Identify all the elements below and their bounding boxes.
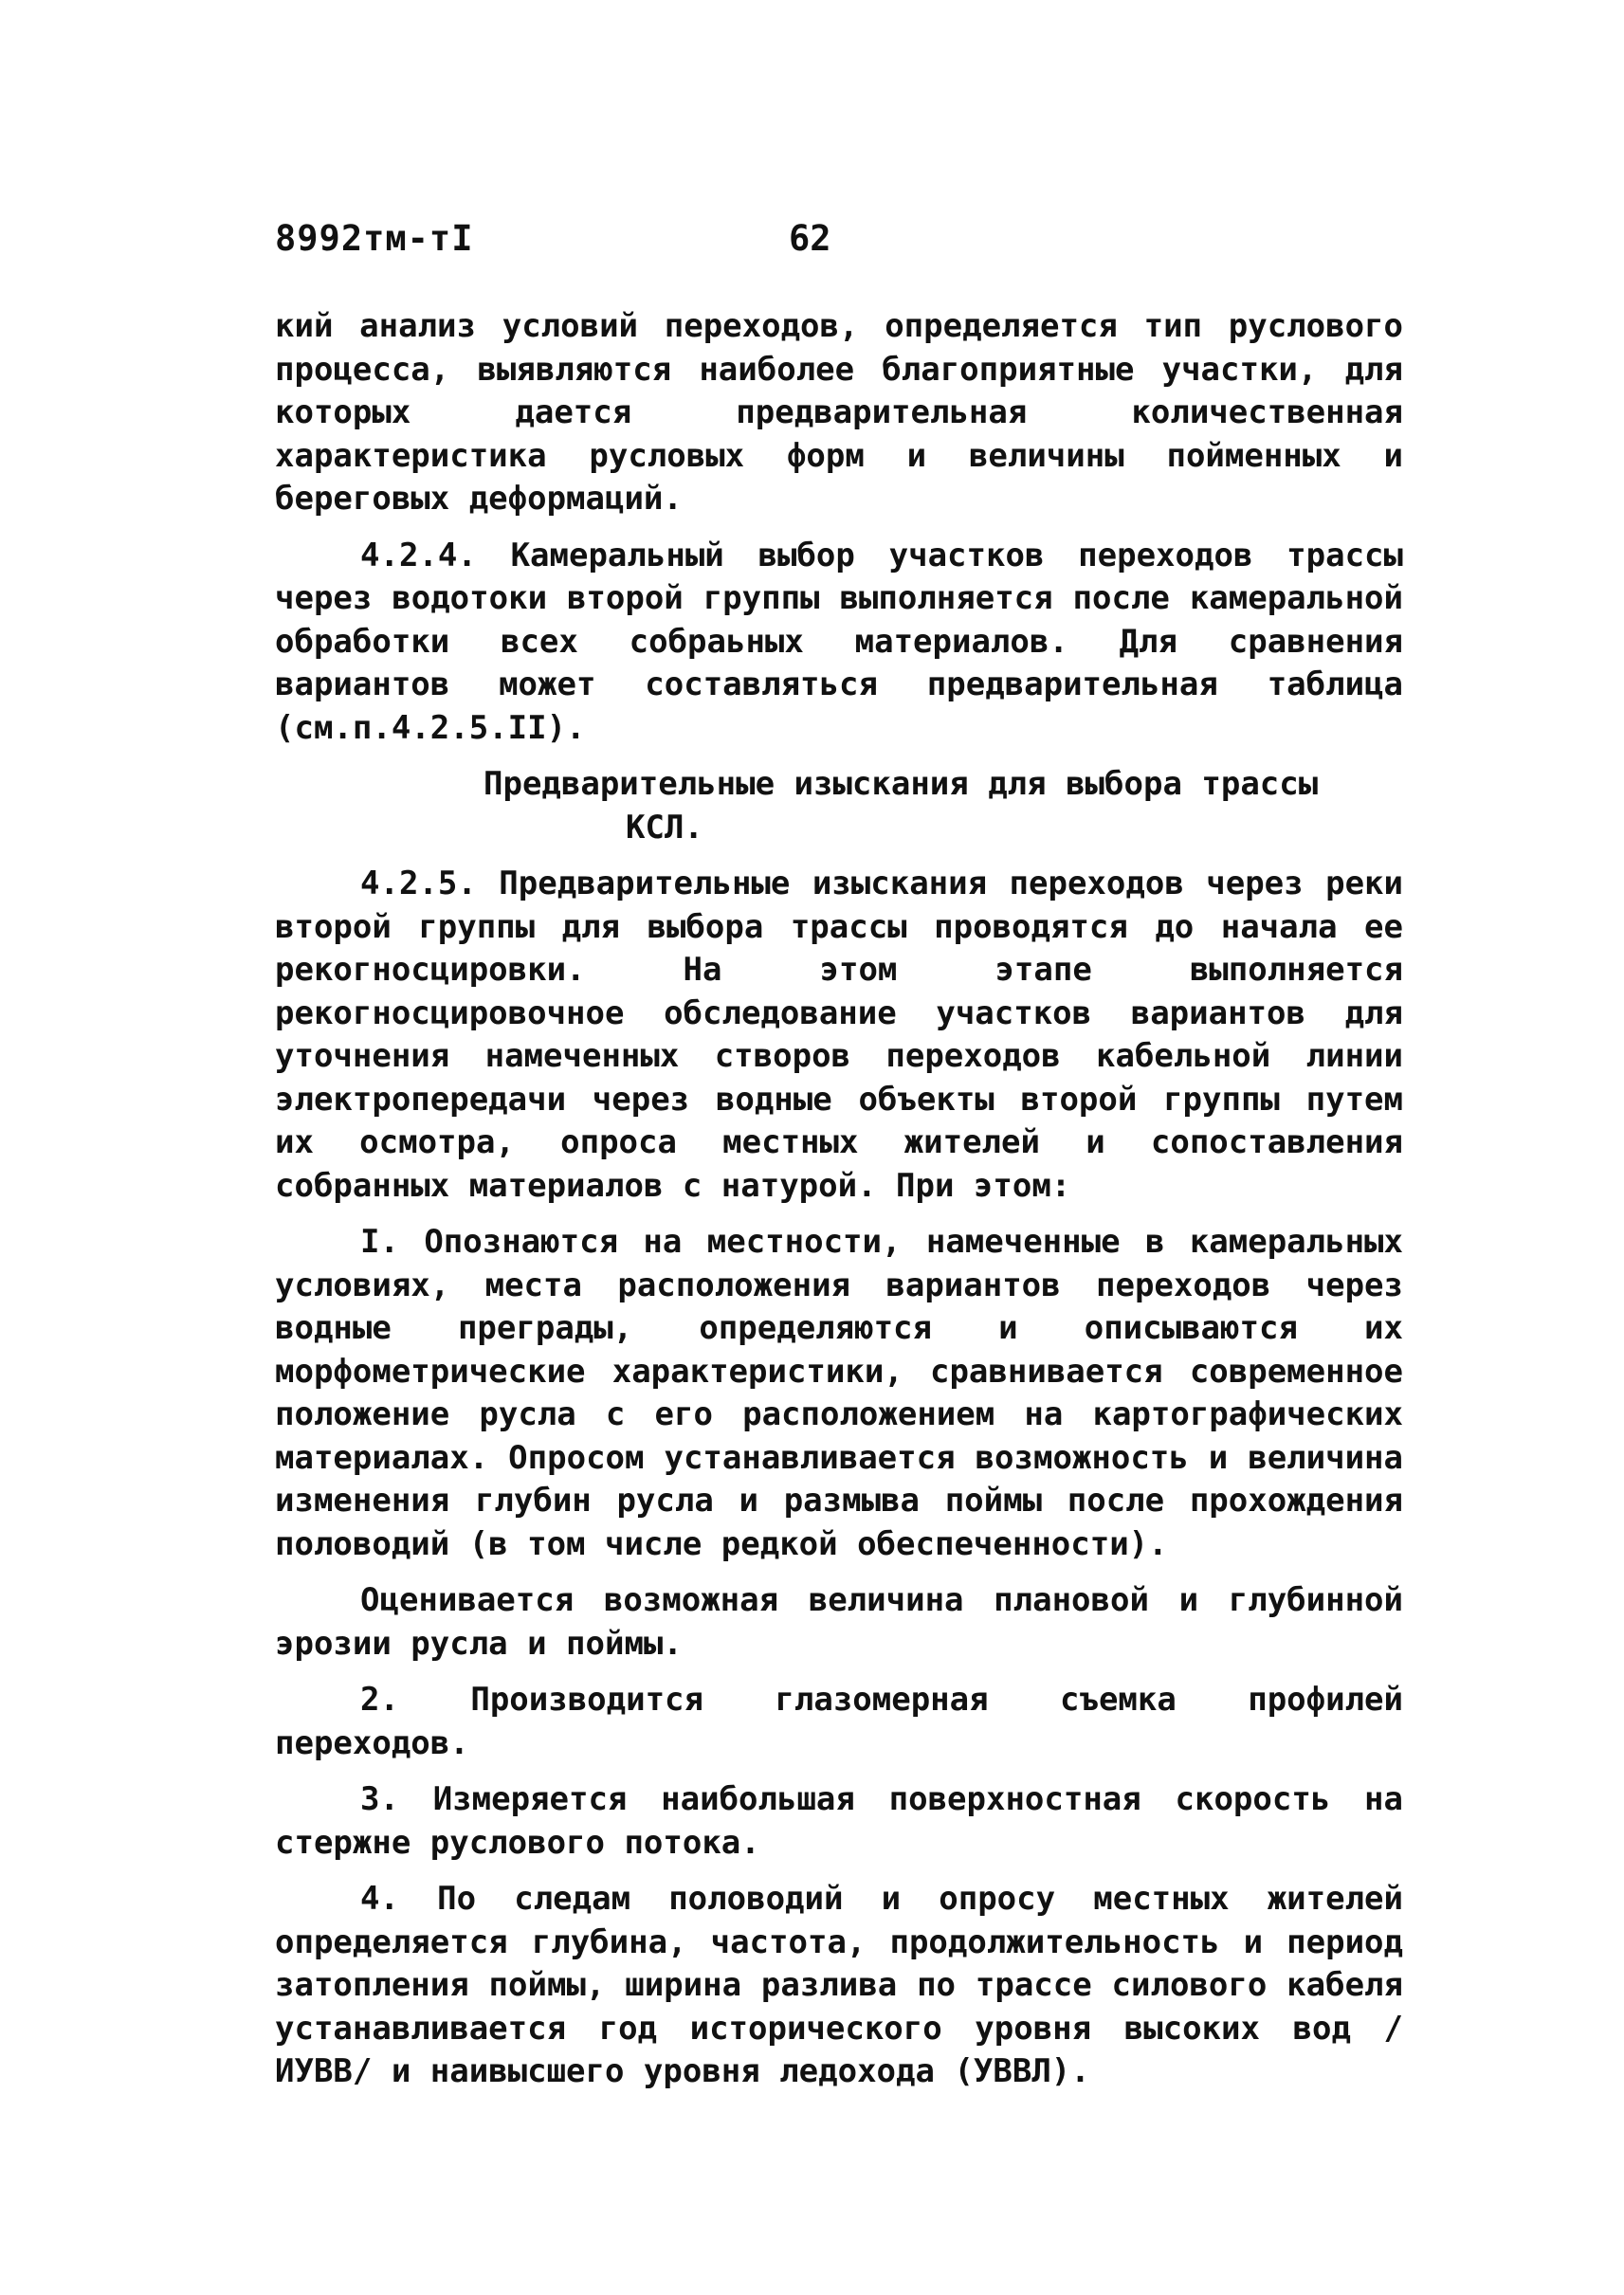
- paragraph-continuation: кий анализ условий переходов, определяется тип руслового процесса, выявляются наиболее благоприятные участки, для которых дается предварительная количественная характеристика русловых форм и величины пойменных и береговых деформаций.: [275, 307, 1403, 518]
- section-heading: [275, 763, 1403, 849]
- list-item-1: I. Опознаются на местности, намеченные в камеральных условиях, места расположения вариантов переходов через водные преграды, определяются и описываются их морфометрические характеристики, сравнивается современное положение русла с его расположением на картографических материалах. Опросом устанавливается возможность и величина изменения глубин русла и размыва поймы после прохождения половодий (в том числе редкой обеспеченности).: [275, 1223, 1403, 1563]
- page-number: 62: [789, 218, 831, 259]
- paragraph-erosion-assessment: Оценивается возможная величина плановой и глубинной эрозии русла и поймы.: [275, 1581, 1403, 1663]
- list-item-2: 2. Производится глазомерная съемка профилей переходов.: [275, 1681, 1403, 1762]
- list-item-3: 3. Измеряется наибольшая поверхностная скорость на стержне руслового потока.: [275, 1780, 1403, 1862]
- document-body: [275, 305, 1403, 2107]
- section-heading-line-2: КСЛ.: [626, 808, 703, 847]
- section-heading-line-1: Предварительные изыскания для выбора трассы: [484, 765, 1319, 803]
- paragraph-4-2-4: 4.2.4. Камеральный выбор участков переходов трассы через водотоки второй группы выполняется после камеральной обработки всех собраьных материалов. Для сравнения вариантов может составляться предварительная таблица (см.п.4.2.5.II).: [275, 536, 1403, 747]
- paragraph-4-2-5: 4.2.5. Предварительные изыскания переходов через реки второй группы для выбора трассы проводятся до начала ее рекогносцировки. На этом этапе выполняется рекогносцировочное обследование участков вариантов для уточнения намеченных створов переходов кабельной линии электропередачи через водные объекты второй группы путем их осмотра, опроса местных жителей и сопоставления собранных материалов с натурой. При этом:: [275, 865, 1403, 1205]
- list-item-4: 4. По следам половодий и опросу местных жителей определяется глубина, частота, продолжительность и период затопления поймы, ширина разлива по трассе силового кабеля устанавливается год исторического уровня высоких вод /ИУВВ/ и наивысшего уровня ледохода (УВВЛ).: [275, 1880, 1403, 2090]
- document-code: 8992тм-тI: [275, 218, 474, 259]
